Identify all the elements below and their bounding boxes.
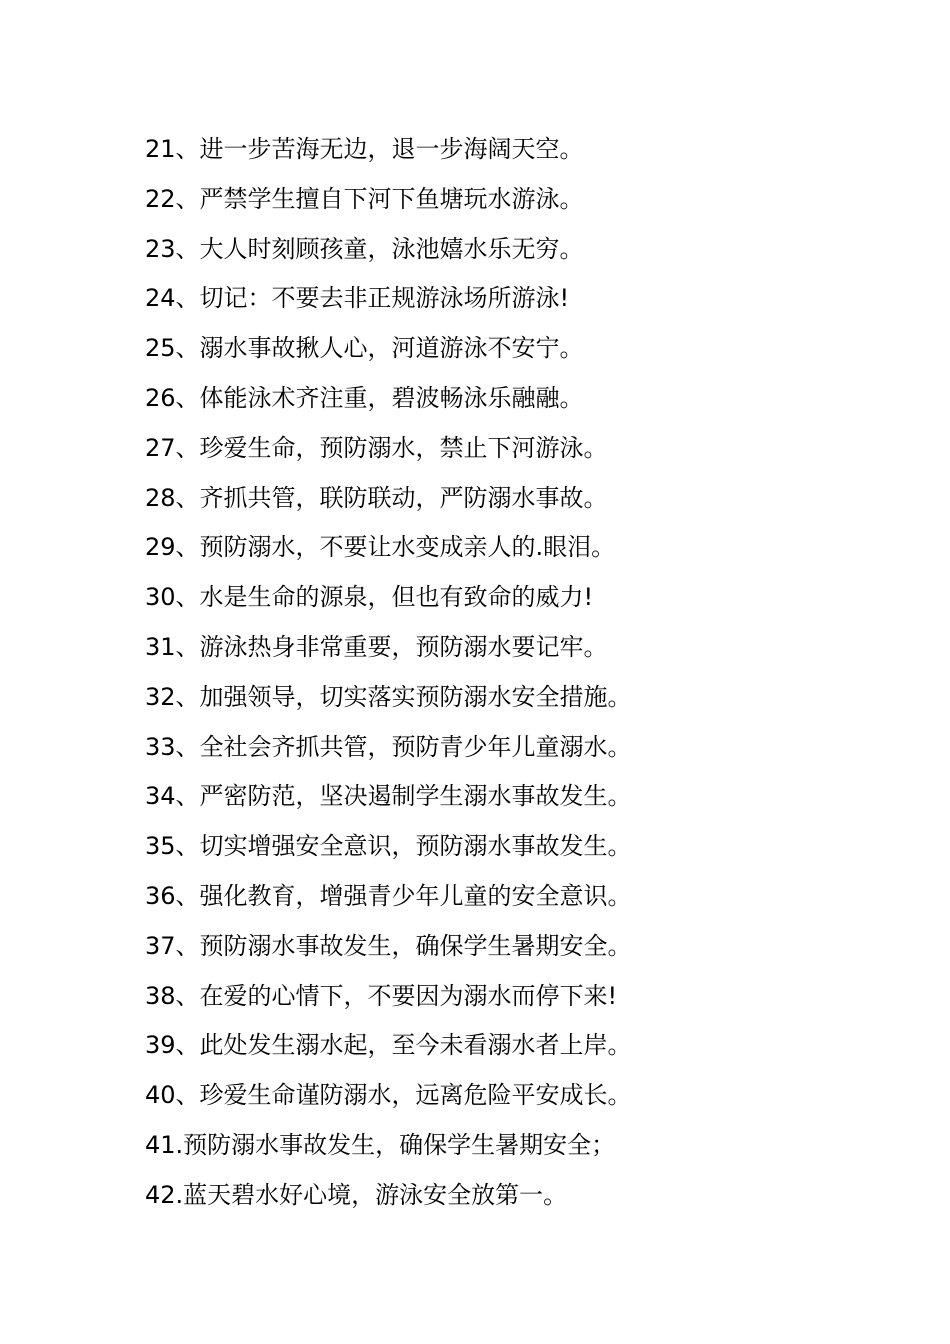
list-item: 29、预防溺水，不要让水变成亲人的.眼泪。: [145, 533, 616, 562]
list-item: 25、溺水事故揪人心，河道游泳不安宁。: [145, 334, 584, 363]
list-item: 31、游泳热身非常重要，预防溺水要记牢。: [145, 632, 608, 661]
list-item: 36、强化教育，增强青少年儿童的安全意识。: [145, 881, 632, 910]
list-item: 35、切实增强安全意识，预防溺水事故发生。: [145, 832, 632, 861]
list-item: 30、水是生命的源泉，但也有致命的威力!: [145, 583, 594, 612]
list-item: 41.预防溺水事故发生，确保学生暑期安全；: [145, 1130, 616, 1159]
slogan-list: [145, 125, 632, 1221]
list-item: 33、全社会齐抓共管，预防青少年儿童溺水。: [145, 732, 632, 761]
list-item: 26、体能泳术齐注重，碧波畅泳乐融融。: [145, 383, 584, 412]
list-item: 27、珍爱生命，预防溺水，禁止下河游泳。: [145, 433, 608, 462]
list-item: 42.蓝天碧水好心境，游泳安全放第一。: [145, 1180, 568, 1209]
list-item: 37、预防溺水事故发生，确保学生暑期安全。: [145, 931, 632, 960]
list-item: 28、齐抓共管，联防联动，严防溺水事故。: [145, 483, 608, 512]
list-item: 24、切记：不要去非正规游泳场所游泳!: [145, 284, 570, 313]
list-item: 38、在爱的心情下，不要因为溺水而停下来!: [145, 981, 618, 1010]
list-item: 34、严密防范，坚决遏制学生溺水事故发生。: [145, 782, 632, 811]
list-item: 23、大人时刻顾孩童，泳池嬉水乐无穷。: [145, 234, 584, 263]
list-item: 32、加强领导，切实落实预防溺水安全措施。: [145, 682, 632, 711]
list-item: 21、进一步苦海无边，退一步海阔天空。: [145, 135, 584, 163]
list-item: 40、珍爱生命谨防溺水，远离危险平安成长。: [145, 1081, 632, 1110]
list-item: 22、严禁学生擅自下河下鱼塘玩水游泳。: [145, 184, 584, 213]
list-item: 39、此处发生溺水起，至今未看溺水者上岸。: [145, 1031, 632, 1060]
